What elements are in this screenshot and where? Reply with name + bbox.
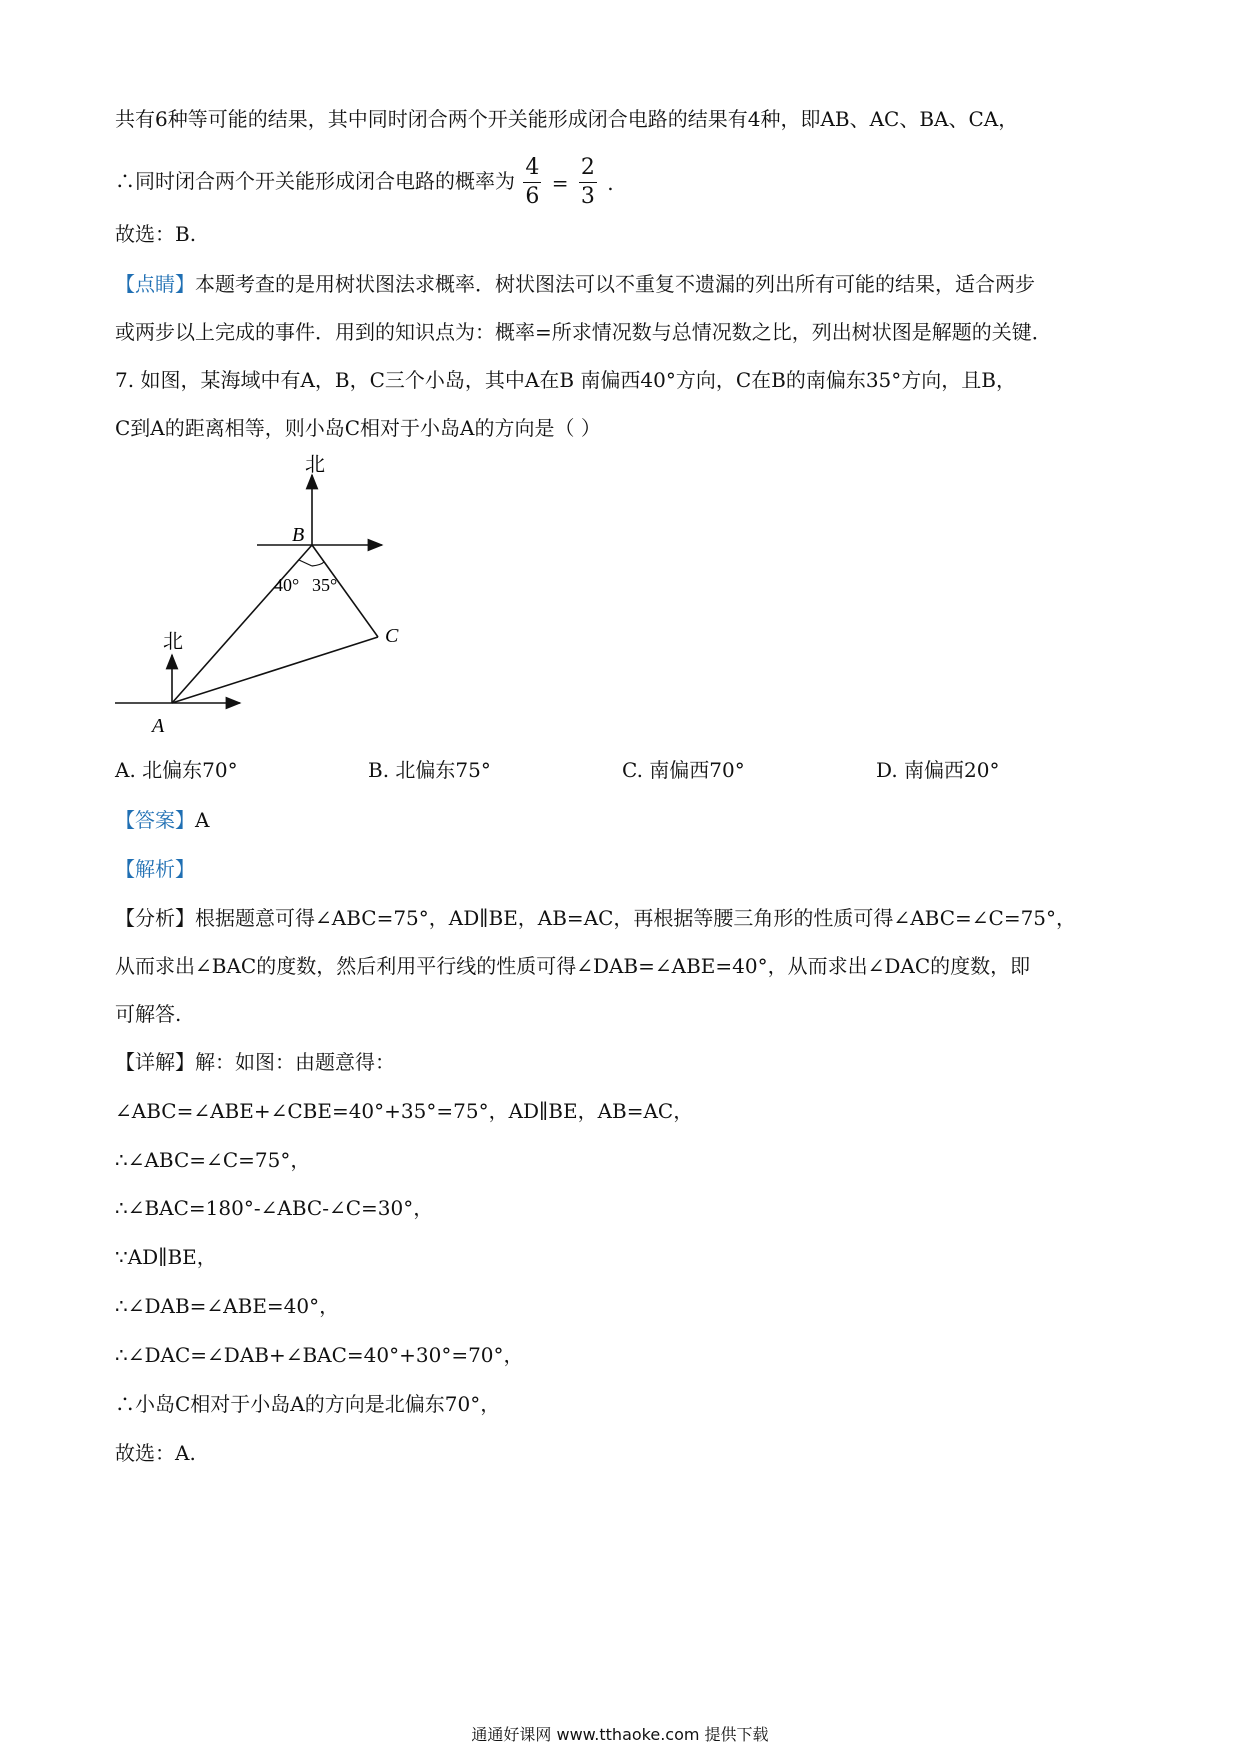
equals-sign: = [551,170,569,195]
label-b: B [292,524,305,546]
fraction-numerator: 4 [523,154,541,183]
answer-line [115,806,209,834]
period: . [607,170,614,195]
step-line: ∴∠ABC=∠C=75°， [115,1148,311,1172]
option-c: C. 南偏西70° [622,758,745,782]
north-label-left: 北 [163,631,183,653]
angle-arc-left [299,560,312,566]
angle-label-35: 35° [312,575,338,595]
detail-line [115,1048,395,1076]
fraction-4-6 [523,154,541,211]
review-line [115,270,1035,298]
question-line: C到A的距离相等，则小岛C相对于小岛A的方向是（ ） [115,416,601,440]
text-line: 故选：B. [115,222,197,246]
text-line: 从而求出∠BAC的度数，然后利用平行线的性质可得∠DAB=∠ABE=40°，从而求出∠DAC的度数，即 [115,954,1031,978]
probability-line [115,154,616,211]
fraction-denominator: 3 [580,184,595,209]
label-a: A [152,715,165,737]
angle-arc-right [312,562,324,566]
segment-ab [172,545,312,703]
text-span: ∴同时闭合两个开关能形成闭合电路的概率为 [115,169,515,193]
text-line: 或两步以上完成的事件．用到的知识点为：概率=所求情况数与总情况数之比，列出树状图是解题的关键． [115,320,1052,344]
compass-figure [100,445,420,745]
option-a: A. 北偏东70° [115,758,238,782]
analysis-tag: 【分析】 [115,906,195,930]
fraction-denominator: 6 [525,184,540,209]
north-label-top: 北 [305,454,325,476]
text-line: 共有6种等可能的结果，其中同时闭合两个开关能形成闭合电路的结果有4种，即AB、AC、BA、CA， [115,107,1019,131]
text-span: 本题考查的是用树状图法求概率．树状图法可以不重复不遗漏的列出所有可能的结果，适合两步 [195,272,1035,296]
fraction-numerator: 2 [579,154,597,183]
analysis-heading: 【解析】 [115,857,195,881]
footer-credit: 通通好课网 www.tthaoke.com 提供下载 [471,1725,769,1744]
answer-tag: 【答案】 [115,808,195,832]
text-span: 解：如图：由题意得： [195,1050,395,1074]
question-line: 7. 如图，某海域中有A，B，C三个小岛，其中A在B 南偏西40°方向，C在B的南偏东35°方向，且B， [115,368,1016,392]
review-tag: 【点睛】 [115,272,195,296]
step-line: ∴小岛C相对于小岛A的方向是北偏东70°， [115,1392,501,1416]
step-line: ∴∠BAC=180°-∠ABC-∠C=30°， [115,1196,434,1220]
answer-value: A [195,808,210,832]
step-line: ∴∠DAC=∠DAB+∠BAC=40°+30°=70°， [115,1343,524,1367]
step-line: ∴∠DAB=∠ABE=40°， [115,1294,340,1318]
option-b: B. 北偏东75° [368,758,491,782]
step-line: 故选：A. [115,1441,196,1465]
step-line: ∠ABC=∠ABE+∠CBE=40°+35°=75°，AD∥BE，AB=AC， [115,1099,694,1123]
text-span: 根据题意可得∠ABC=75°，AD∥BE，AB=AC，再根据等腰三角形的性质可得∠ABC=∠C=75°， [195,906,1077,930]
angle-label-40: 40° [274,575,300,595]
detail-tag: 【详解】 [115,1050,195,1074]
segment-ac [172,637,378,703]
fraction-2-3 [579,154,597,211]
analysis-line [115,904,1076,932]
option-d: D. 南偏西20° [876,758,1000,782]
text-line: 可解答. [115,1002,182,1026]
step-line: ∵AD∥BE， [115,1245,217,1269]
label-c: C [385,625,399,647]
